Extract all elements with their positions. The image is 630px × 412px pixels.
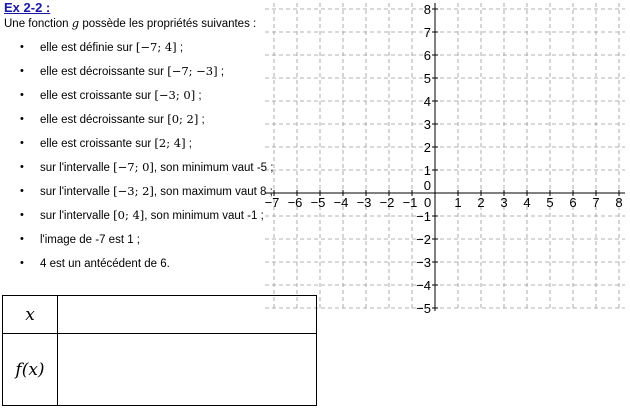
list-item: • elle est définie sur [−7; 4] ; (0, 38, 273, 62)
x-tick-label: −6 (287, 195, 303, 210)
table-cell-x (58, 296, 317, 334)
x-tick-label: −4 (333, 195, 349, 210)
list-item: • 4 est un antécédent de 6. (0, 254, 273, 278)
y-tick-label: 4 (423, 94, 431, 109)
list-item: • l'image de -7 est 1 ; (0, 230, 273, 254)
x-tick-label: 6 (569, 195, 577, 210)
y-tick-label: 7 (423, 25, 431, 40)
y-tick-label: −5 (416, 301, 431, 316)
x-tick-label: −5 (310, 195, 326, 210)
y-tick-label: 0 (423, 178, 431, 193)
x-tick-label: −3 (356, 195, 372, 210)
x-tick-label: 7 (592, 195, 600, 210)
property-list (0, 38, 273, 278)
y-tick-label: 8 (423, 2, 431, 17)
list-item: • elle est décroissante sur [0; 2] ; (0, 110, 273, 134)
list-item: • elle est croissante sur [2; 4] ; (0, 134, 273, 158)
y-tick-label: −3 (416, 255, 431, 270)
table-label-fx: f(x) (3, 334, 58, 406)
x-tick-label: 0 (424, 195, 432, 210)
x-tick-label: −7 (264, 195, 280, 210)
x-tick-label: 8 (615, 195, 623, 210)
y-tick-label: 5 (423, 71, 431, 86)
x-tick-label: 3 (500, 195, 508, 210)
x-tick-label: 4 (523, 195, 531, 210)
y-tick-label: −2 (416, 232, 431, 247)
y-tick-label: 1 (423, 163, 431, 178)
list-item: • elle est décroissante sur [−7; −3] ; (0, 62, 273, 86)
variation-table (2, 295, 317, 406)
table-cell-fx (58, 334, 317, 406)
y-tick-label: −1 (416, 209, 431, 224)
y-tick-label: 3 (423, 117, 431, 132)
y-tick-label: −4 (416, 278, 431, 293)
exercise-title: Ex 2-2 : (4, 0, 51, 15)
exercise-intro: Une fonction g possède les propriétés suivantes : (4, 16, 257, 30)
x-tick-label: 1 (454, 195, 462, 210)
table-label-x: x (3, 296, 58, 334)
list-item: • sur l'intervalle [0; 4], son minimum vaut -1 ; (0, 206, 273, 230)
list-item: • sur l'intervalle [−3; 2], son maximum vaut 8 ; (0, 182, 273, 206)
list-item: • sur l'intervalle [−7; 0], son minimum vaut -5 ; (0, 158, 273, 182)
x-tick-label: −2 (379, 195, 395, 210)
x-tick-label: 2 (477, 195, 485, 210)
y-tick-label: 6 (423, 48, 431, 63)
x-tick-label: −1 (402, 195, 418, 210)
x-tick-label: 5 (546, 195, 554, 210)
y-tick-label: 2 (423, 140, 431, 155)
list-item: • elle est croissante sur [−3; 0] ; (0, 86, 273, 110)
